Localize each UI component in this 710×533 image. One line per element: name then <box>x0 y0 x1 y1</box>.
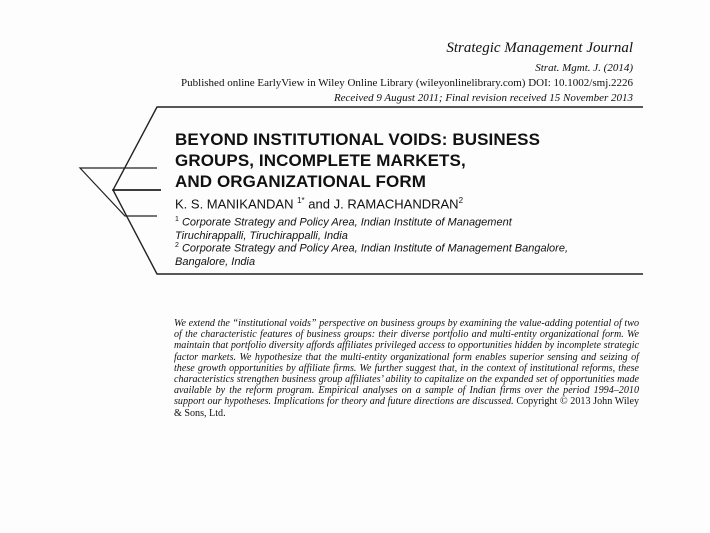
author-conjunction: and <box>308 196 330 212</box>
author-2-mark: 2 <box>458 196 464 205</box>
affiliation-1-line-1: Corporate Strategy and Policy Area, Indian Institute of Management <box>181 216 512 229</box>
bracket-inner-line <box>80 168 157 216</box>
author-1-mark: 1* <box>297 196 305 205</box>
received-dates: Received 9 August 2011; Final revision received 15 November 2013 <box>333 92 633 104</box>
copyright: Copyright © 2013 John Wiley & Sons, Ltd. <box>174 396 639 419</box>
author-2: J. RAMACHANDRAN <box>333 196 459 212</box>
citation: Strat. Mgmt. J. (2014) <box>535 62 633 74</box>
affiliation-2 <box>175 239 568 269</box>
affiliation-2-line-1: Corporate Strategy and Policy Area, Indian Institute of Management Bangalore, <box>181 242 569 255</box>
publication-info: Published online EarlyView in Wiley Online Library (wileyonlinelibrary.com) DOI: 10.1002/smj.2226 <box>181 77 633 89</box>
article-title <box>175 129 540 192</box>
affiliation-2-mark: 2 <box>175 242 179 249</box>
title-line-2: GROUPS, INCOMPLETE MARKETS, <box>175 151 466 170</box>
abstract-text: We extend the “institutional voids” perspective on business groups by examining the value-adding potential of two of the characteristic features of business groups: their diverse portfolio and multi-entity organizational form. We maintain that portfolio diversity affords affiliates privileged access to opportunities hidden by incomplete strategic factor markets. We hypothesize that the multi-entity organizational form enables superior sensing and seizing of these growth opportunities by affiliate firms. We further suggest that, in the context of institutional reforms, these characteristics strengthen business group affiliates’ ability to capitalize on the expanded set of opportunities made available by the reform program. Empirical analyses on a sample of Indian firms over the period 1994–2010 support our hypotheses. Implications for theory and future directions are discussed. <box>174 318 639 408</box>
title-line-1: BEYOND INSTITUTIONAL VOIDS: BUSINESS <box>175 130 541 149</box>
affiliation-1-line-2: Tiruchirappalli, Tiruchirappalli, India <box>175 229 348 242</box>
title-line-3: AND ORGANIZATIONAL FORM <box>175 172 426 191</box>
author-1: K. S. MANIKANDAN <box>175 196 294 212</box>
affiliation-1-mark: 1 <box>175 216 179 223</box>
author-line <box>175 196 463 211</box>
abstract <box>174 318 639 419</box>
journal-name: Strategic Management Journal <box>446 40 633 56</box>
affiliation-2-line-2: Bangalore, India <box>175 255 256 268</box>
